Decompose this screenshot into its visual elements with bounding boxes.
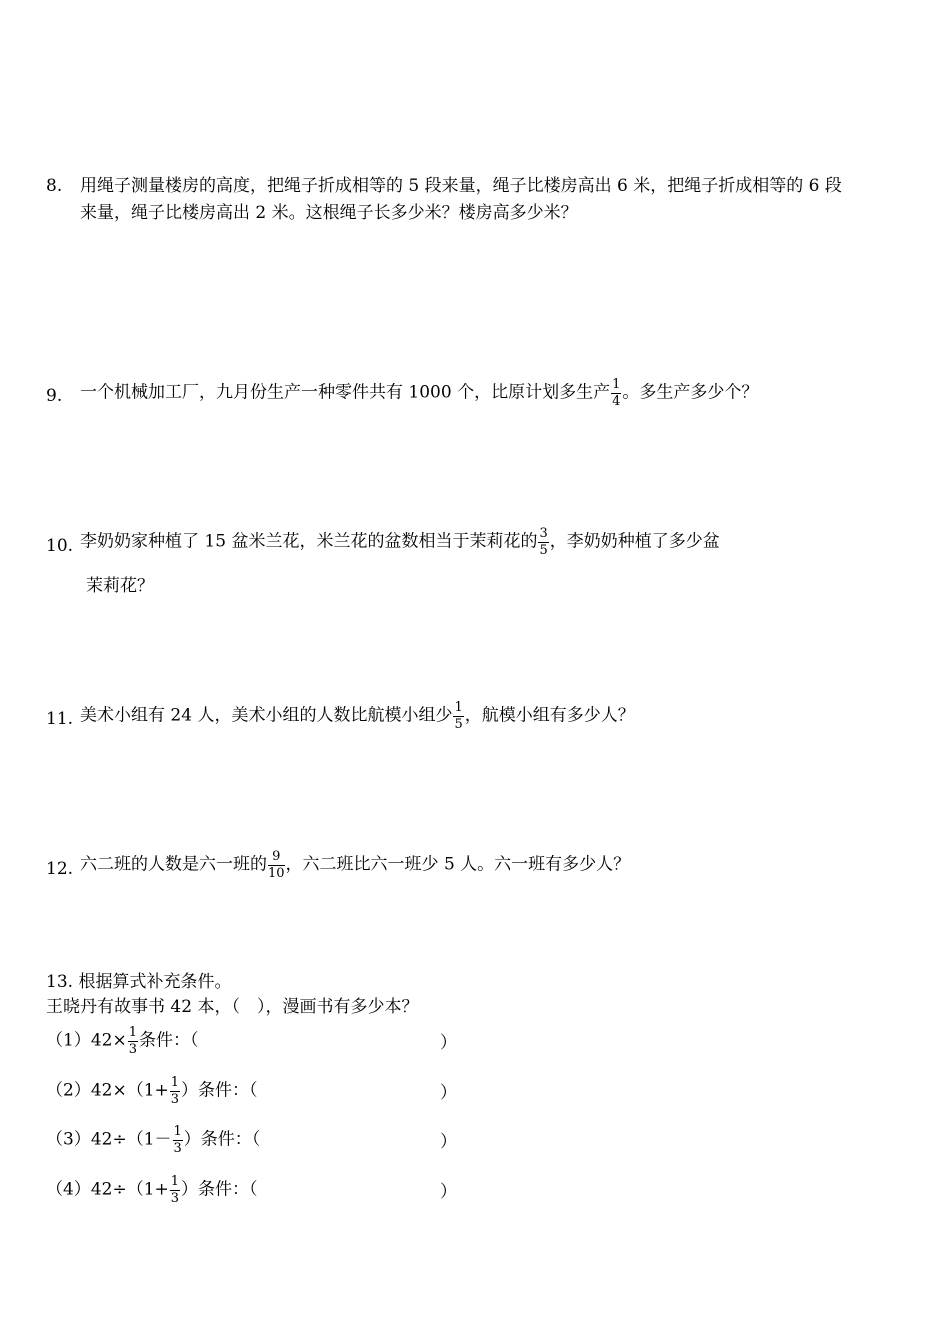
q9-text: [80, 378, 758, 408]
q11-number: 11.: [46, 709, 74, 729]
q13-item-2: [46, 1076, 258, 1106]
q13-item-4: [46, 1175, 258, 1205]
q13-stem: 王晓丹有故事书 42 本，（ ），漫画书有多少本？: [46, 997, 419, 1017]
q12-fraction: [268, 850, 285, 880]
q13-item-2-formula: （2）42×（1+: [46, 1080, 169, 1101]
q11-text-before: 美术小组有 24 人，美术小组的人数比航模小组少: [80, 705, 453, 726]
q8-text-line2: 来量，绳子比楼房高出 2 米。这根绳子长多少米？楼房高多少米？: [80, 203, 578, 223]
q13-item-1-condition-label: 条件：（: [138, 1030, 199, 1051]
q9-fraction-numerator: 1: [612, 377, 621, 392]
q13-item-1-fraction-denominator: 3: [128, 1041, 137, 1057]
q13-item-4-formula: （4）42÷（1+: [46, 1179, 169, 1200]
q9-text-after: 。多生产多少个？: [622, 382, 759, 403]
q13-item-1-fraction: [128, 1026, 138, 1056]
q9-number: 9.: [46, 386, 63, 406]
q11-text-after: ，航模小组有多少人？: [464, 705, 635, 726]
q8-number: 8.: [46, 176, 63, 196]
q10-text-line2: 茉莉花？: [86, 576, 154, 596]
q11-fraction-denominator: 5: [454, 716, 463, 732]
q13-item-2-fraction-denominator: 3: [170, 1091, 180, 1107]
q12-text-before: 六二班的人数是六一班的: [80, 854, 267, 875]
q13-item-4-close: ）: [440, 1182, 457, 1202]
q12-text-after: ，六二班比六一班少 5 人。六一班有多少人？: [285, 854, 631, 875]
q13-item-2-fraction-numerator: 1: [170, 1075, 180, 1090]
q13-title: 13. 根据算式补充条件。: [46, 972, 232, 992]
q13-item-4-fraction-denominator: 3: [170, 1190, 180, 1206]
q11-fraction-numerator: 1: [454, 700, 463, 715]
q10-fraction-denominator: 5: [539, 542, 548, 558]
q13-item-3: [46, 1125, 260, 1155]
q11-fraction: [453, 701, 463, 731]
q13-item-1: [46, 1026, 198, 1056]
q12-number: 12.: [46, 859, 74, 879]
q13-item-1-formula: （1）42×: [46, 1030, 127, 1051]
q13-item-4-fraction: [170, 1175, 180, 1205]
q13-item-3-condition-label: ）条件：（: [183, 1129, 261, 1150]
q9-fraction: [611, 378, 621, 408]
q11-text: [80, 701, 635, 731]
q10-text-line1: [80, 527, 720, 557]
q13-item-1-fraction-numerator: 1: [128, 1025, 137, 1040]
q13-item-3-fraction: [173, 1125, 183, 1155]
q13-item-4-fraction-numerator: 1: [170, 1174, 180, 1189]
q12-fraction-numerator: 9: [268, 850, 285, 866]
q10-number: 10.: [46, 536, 74, 556]
q10-fraction: [538, 527, 548, 557]
q13-item-3-close: ）: [440, 1132, 457, 1152]
q8-text-line1: 用绳子测量楼房的高度，把绳子折成相等的 5 段来量，绳子比楼房高出 6 米，把绳子折成相等的 6 段: [80, 176, 842, 196]
q13-item-1-close: ）: [440, 1033, 457, 1053]
q13-item-3-fraction-denominator: 3: [173, 1140, 182, 1156]
q10-text-after: ，李奶奶种植了多少盆: [549, 531, 720, 552]
q13-item-3-fraction-numerator: 1: [173, 1124, 182, 1139]
q9-text-before: 一个机械加工厂，九月份生产一种零件共有 1000 个，比原计划多生产: [80, 382, 611, 403]
q10-fraction-numerator: 3: [539, 526, 548, 541]
q13-item-2-close: ）: [440, 1083, 457, 1103]
q9-fraction-denominator: 4: [612, 393, 621, 409]
q13-item-2-condition-label: ）条件：（: [181, 1080, 258, 1101]
q12-fraction-denominator: 10: [268, 865, 285, 881]
q12-text: [80, 850, 630, 880]
q10-text-before: 李奶奶家种植了 15 盆米兰花，米兰花的盆数相当于茉莉花的: [80, 531, 538, 552]
q13-item-4-condition-label: ）条件：（: [181, 1179, 258, 1200]
q13-item-3-formula: （3）42÷（1－: [46, 1129, 172, 1150]
q13-item-2-fraction: [170, 1076, 180, 1106]
